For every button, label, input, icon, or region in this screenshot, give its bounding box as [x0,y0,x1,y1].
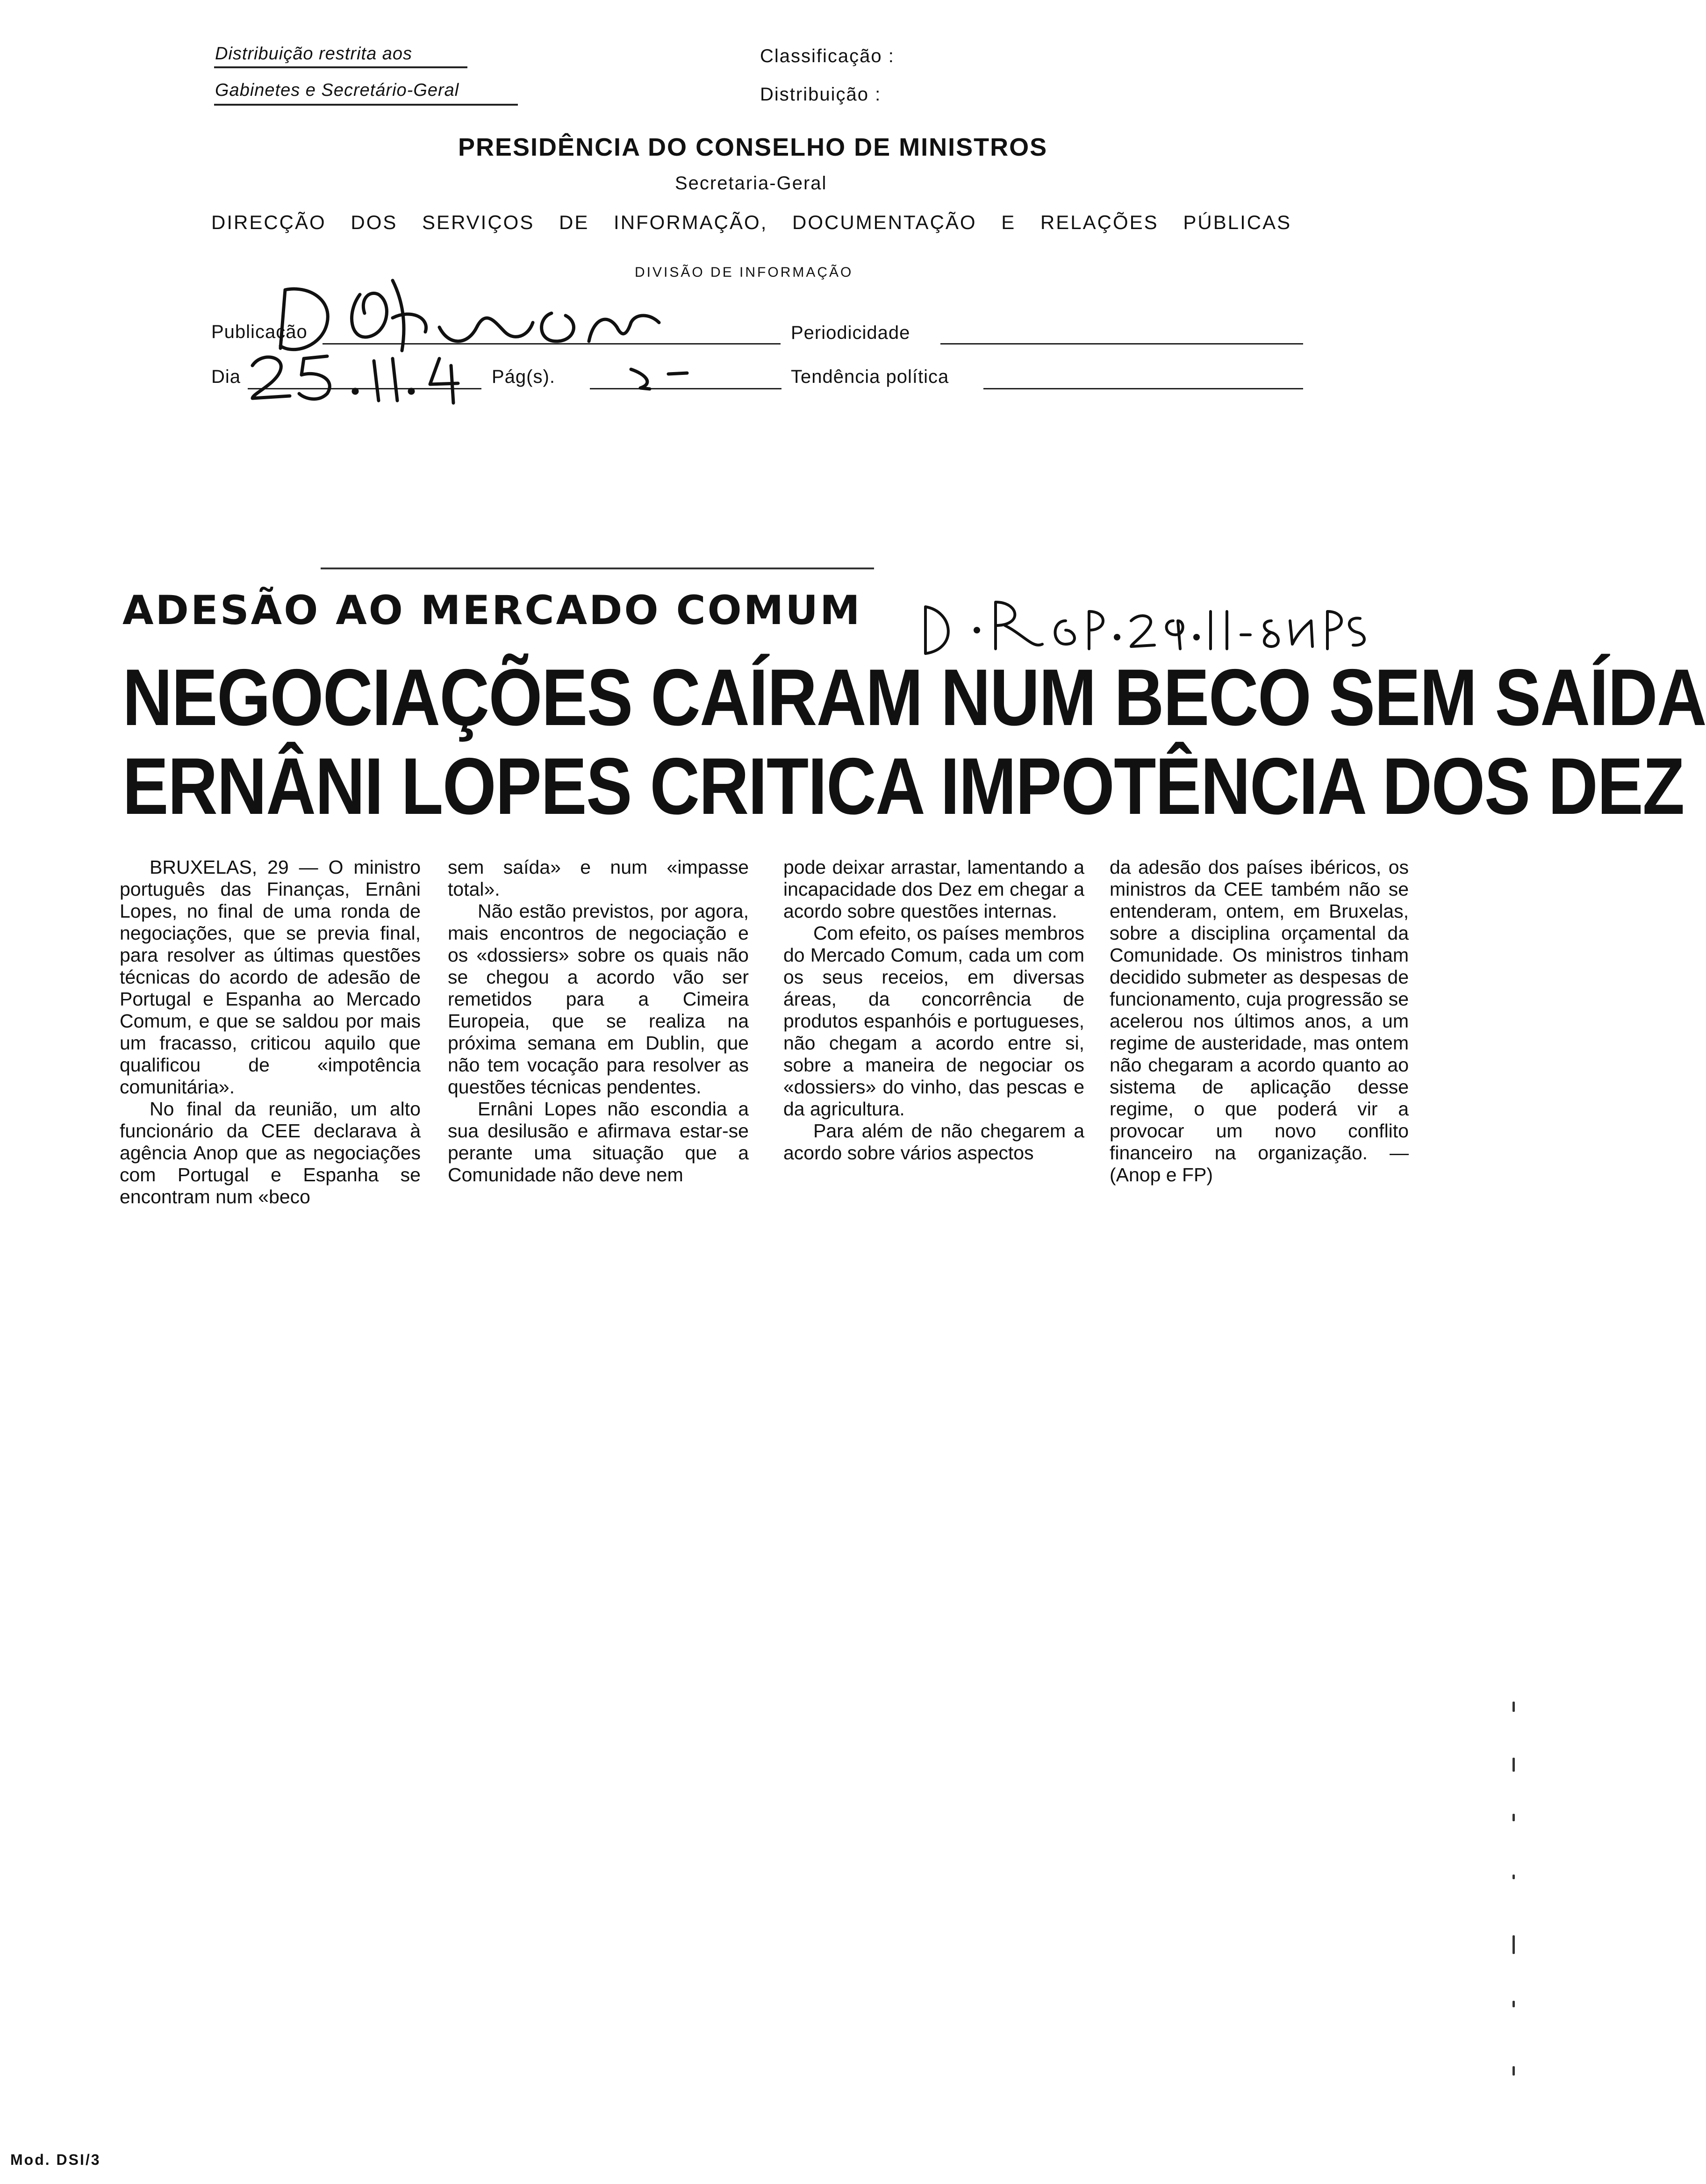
directorate-line: DIRECÇÃO DOS SERVIÇOS DE INFORMAÇÃO, DOCUMENTAÇÃO E RELAÇÕES PÚBLICAS [211,211,1292,233]
article-top-rule [321,568,874,569]
article-column-1 [120,856,421,1208]
page-title: PRESIDÊNCIA DO CONSELHO DE MINISTROS [458,133,1048,161]
article-column-3 [783,856,1084,1164]
page-subtitle: Secretaria-Geral [675,173,827,194]
header-underline [214,104,518,106]
political-tendency-label: Tendência política [791,366,949,387]
article-paragraph: da adesão dos países ibéricos, os ministros da CEE também não se entenderam, ontem, em Bruxelas, sobre a disciplina orçamental da Comunidade. Os ministros tinham decidido submeter as despesas de funcionamento, cuja progressão se acelerou nos últimos anos, a um regime de austeridade, mas ontem não chegaram a acordo quanto ao sistema de aplicação desse regime, o que poderá vir a provocar um novo conflito financeiro na organização. — (Anop e FP) [1110,856,1409,1185]
article-paragraph: BRUXELAS, 29 — O ministro português das Finanças, Ernâni Lopes, no final de uma ronda de negociações, que se previa final, para resolver as últimas questões técnicas do acordo de adesão de Portugal e Espanha ao Mercado Comum, e que se saldou por mais um fracasso, criticou aquilo que qualificou de «impotência comunitária». [120,856,421,1098]
article-headline-line2: ERNÂNI LOPES CRITICA IMPOTÊNCIA DOS DEZ [122,741,1684,831]
day-label: Dia [211,366,241,387]
article-kicker: ADESÃO AO MERCADO COMUM [122,587,862,634]
form-code: Mod. DSI/3 [10,2151,101,2168]
handwritten-page-number [622,355,696,393]
political-tendency-field-line [983,388,1303,389]
scan-artifact [1512,1875,1515,1879]
classification-label: Classificação : [760,46,895,66]
periodicity-label: Periodicidade [791,323,910,343]
header-underline [214,66,467,68]
restricted-distribution-line2: Gabinetes e Secretário-Geral [215,80,459,100]
scan-artifact [1512,1814,1515,1821]
article-paragraph: Ernâni Lopes não escondia a sua desilusão e afirmava estar-se perante uma situação que a Comunidade não deve nem [448,1098,749,1185]
scan-artifact [1512,1702,1515,1712]
article-headline-line1: NEGOCIAÇÕES CAÍRAM NUM BECO SEM SAÍDA [122,653,1706,742]
article-column-2 [448,856,749,1186]
scan-artifact [1512,2066,1515,2076]
scan-artifact [1512,1758,1515,1772]
distribution-label: Distribuição : [760,84,882,105]
article-paragraph: pode deixar arrastar, lamentando a incapacidade dos Dez em chegar a acordo sobre questões internas. [783,856,1084,922]
division-label: DIVISÃO DE INFORMAÇÃO [635,265,853,280]
restricted-distribution-line1: Distribuição restrita aos [215,44,413,64]
article-paragraph: sem saída» e num «impasse total». [448,856,749,900]
article-column-4 [1110,856,1409,1186]
periodicity-field-line [940,343,1303,345]
article-paragraph: Não estão previstos, por agora, mais encontros de negociação e os «dossiers» sobre os quais não se chegou a acordo vão ser remetidos para a Cimeira Europeia, que se realiza na próxima semana em Dublin, que não tem vocação para resolver as questões técnicas pendentes. [448,900,749,1098]
article-paragraph: No final da reunião, um alto funcionário da CEE declarava à agência Anop que as negociações com Portugal e Espanha se encontram num «beco [120,1098,421,1207]
publication-label: Publicação [211,322,308,342]
scan-artifact [1512,2001,1515,2007]
article-paragraph: Com efeito, os países membros do Mercado Comum, cada um com os seus receios, em diversas áreas, da concorrência de produtos espanhóis e portugueses, não chegam a acordo entre si, sobre a maneira de negociar os «dossiers» do vinho, das pescas e da agricultura. [783,922,1084,1120]
pages-label: Pág(s). [492,366,555,387]
scan-artifact [1512,1935,1515,1954]
handwritten-date [243,347,486,408]
article-paragraph: Para além de não chegarem a acordo sobre vários aspectos [783,1120,1084,1164]
